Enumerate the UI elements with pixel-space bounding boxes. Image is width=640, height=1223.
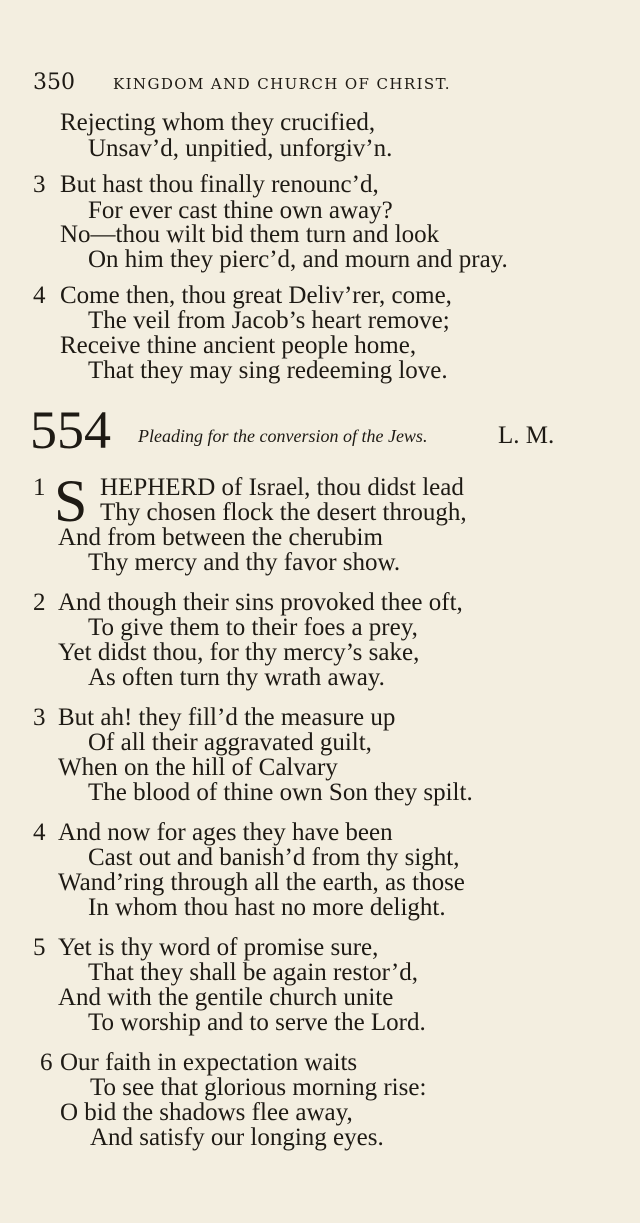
verse-line: That they shall be again restor’d, — [88, 959, 418, 986]
verse-line: Wand’ring through all the earth, as those — [58, 869, 465, 896]
verse-line: And from between the cherubim — [58, 524, 383, 551]
verse-line: No—thou wilt bid them turn and look — [60, 221, 440, 248]
verse-line: HEPHERD of Israel, thou didst lead — [100, 474, 464, 501]
verse-line: As often turn thy wrath away. — [88, 664, 385, 691]
hymn-title: Pleading for the conversion of the Jews. — [138, 426, 428, 446]
verse-line: Unsav’d, unpitied, unforgiv’n. — [88, 135, 393, 162]
verse-line: Come then, thou great Deliv’rer, come, — [60, 282, 452, 309]
stanza-number: 4 — [33, 819, 46, 846]
hymn-number: 554 — [30, 400, 111, 460]
verse-line: Receive thine ancient people home, — [60, 332, 417, 359]
stanza-number: 4 — [33, 282, 46, 309]
verse-line: Thy chosen flock the desert through, — [100, 499, 467, 526]
running-title: KINGDOM AND CHURCH OF CHRIST. — [113, 75, 451, 93]
page-number: 350 — [33, 70, 75, 95]
verse-line: To worship and to serve the Lord. — [88, 1009, 426, 1036]
verse-line: To give them to their foes a prey, — [88, 614, 418, 641]
hymn-meter: L. M. — [498, 422, 555, 449]
verse-line: In whom thou hast no more delight. — [88, 894, 446, 921]
verse-line: When on the hill of Calvary — [58, 754, 338, 781]
verse-line: Yet didst thou, for thy mercy’s sake, — [58, 639, 420, 666]
verse-line: Our faith in expectation waits — [60, 1049, 358, 1076]
verse-line: O bid the shadows flee away, — [60, 1099, 353, 1126]
verse-line: Yet is thy word of promise sure, — [58, 934, 379, 961]
drop-cap: S — [54, 468, 88, 534]
verse-line: On him they pierc’d, and mourn and pray. — [88, 246, 508, 273]
verse-line: Thy mercy and thy favor show. — [88, 549, 401, 576]
stanza-number: 3 — [33, 704, 46, 731]
stanza-number: 5 — [33, 934, 46, 961]
verse-line: Cast out and banish’d from thy sight, — [88, 844, 460, 871]
stanza-number: 2 — [33, 589, 46, 616]
verse-line: And now for ages they have been — [58, 819, 393, 846]
verse-line: Rejecting whom they crucified, — [60, 109, 376, 136]
running-head — [33, 70, 593, 98]
verse-line: Of all their aggravated guilt, — [88, 729, 372, 756]
verse-line: But hast thou finally renounc’d, — [60, 171, 379, 198]
stanza-number: 6 — [40, 1049, 53, 1076]
verse-line: And with the gentile church unite — [58, 984, 394, 1011]
stanza-number: 1 — [33, 474, 46, 501]
verse-line: That they may sing redeeming love. — [88, 357, 448, 384]
verse-line: The blood of thine own Son they spilt. — [88, 779, 473, 806]
verse-line: The veil from Jacob’s heart remove; — [88, 307, 450, 334]
verse-line: And though their sins provoked thee oft, — [58, 589, 463, 616]
verse-line: For ever cast thine own away? — [88, 197, 393, 224]
verse-line: But ah! they fill’d the measure up — [58, 704, 396, 731]
stanza-number: 3 — [33, 171, 46, 198]
verse-line: To see that glorious morning rise: — [90, 1074, 427, 1101]
verse-line: And satisfy our longing eyes. — [90, 1124, 384, 1151]
